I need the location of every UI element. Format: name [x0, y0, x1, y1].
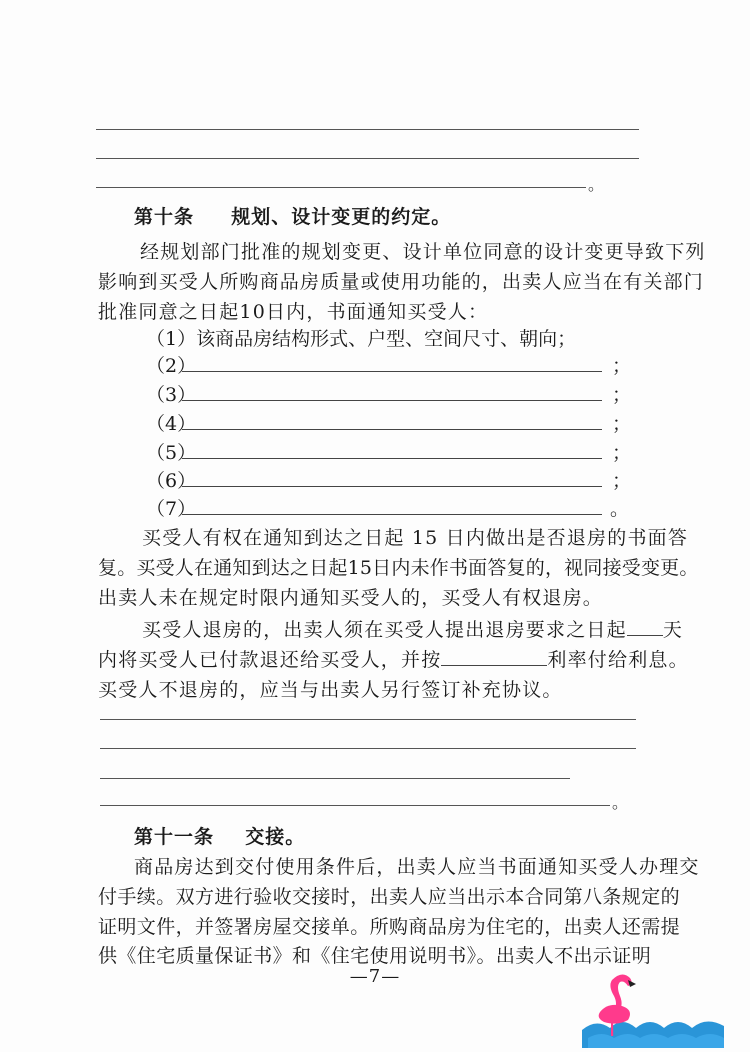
interest-rate-blank — [441, 648, 547, 666]
list-item — [146, 494, 630, 521]
blank-rule — [100, 805, 610, 806]
section-11-number: 第十一条 — [134, 826, 215, 848]
item-label: （4） — [146, 413, 197, 435]
days-blank — [627, 618, 663, 636]
paragraph-line: 出卖人未在规定时限内通知买受人的，买受人有权退房。 — [98, 587, 604, 609]
paragraph-line: 影响到买受人所购商品房质量或使用功能的，出卖人应当在有关部门 — [98, 271, 705, 293]
list-item — [146, 324, 576, 351]
section-10-title: 规划、设计变更的约定。 — [231, 206, 452, 228]
section-10-number: 第十条 — [134, 206, 195, 228]
item-end-mark: ； — [612, 470, 632, 492]
paragraph-line: 经规划部门批准的规划变更、设计单位同意的设计变更导致下列 — [140, 241, 706, 263]
rule-end-mark: 。 — [612, 793, 629, 812]
text-run: 内将买受人已付款退还给买受人，并按 — [98, 649, 442, 671]
section-10-heading — [134, 202, 451, 229]
list-item — [146, 351, 632, 378]
blank-rule — [100, 748, 636, 749]
item-end-mark: ； — [612, 442, 632, 464]
list-item — [146, 409, 632, 436]
item-text: 该商品房结构形式、户型、空间尺寸、朝向； — [196, 328, 577, 350]
blank-rule — [100, 778, 570, 779]
item-blank — [182, 458, 602, 459]
page-number: —7— — [349, 966, 401, 987]
item-label: （7） — [146, 498, 197, 520]
item-end-mark: 。 — [610, 498, 630, 520]
item-end-mark: ； — [612, 355, 632, 377]
paragraph-line: 付手续。双方进行验收交接时，出卖人应当出示本合同第八条规定的 — [98, 886, 681, 908]
paragraph-line — [142, 615, 683, 642]
paragraph-line: 买受人不退房的，应当与出卖人另行签订补充协议。 — [98, 679, 563, 701]
item-blank — [182, 486, 602, 487]
paragraph-line: 证明文件，并签署房屋交接单。所购商品房为住宅的，出卖人还需提 — [98, 916, 681, 938]
item-blank — [182, 400, 602, 401]
rule-end-mark: 。 — [588, 175, 605, 194]
blank-rule — [96, 187, 586, 188]
item-end-mark: ； — [612, 384, 632, 406]
item-blank — [182, 514, 602, 515]
section-11-title: 交接。 — [245, 826, 306, 848]
flamingo-logo-icon — [578, 968, 728, 1048]
item-label: （1） — [146, 328, 197, 350]
paragraph-line: 供《住宅质量保证书》和《住宅使用说明书》。出卖人不出示证明 — [98, 945, 652, 967]
paragraph-line — [98, 645, 689, 672]
blank-rule — [96, 158, 639, 159]
item-label: （5） — [146, 442, 197, 464]
list-item — [146, 438, 632, 465]
item-blank — [182, 429, 602, 430]
item-blank — [182, 371, 602, 372]
item-end-mark: ； — [612, 413, 632, 435]
list-item — [146, 380, 632, 407]
item-label: （6） — [146, 470, 197, 492]
blank-rule — [96, 129, 639, 130]
paragraph-line: 商品房达到交付使用条件后，出卖人应当书面通知买受人办理交 — [134, 856, 700, 878]
paragraph-line: 批准同意之日起10日内，书面通知买受人： — [98, 301, 489, 323]
text-run: 利率付给利息。 — [547, 649, 689, 671]
text-run: 买受人退房的，出卖人须在买受人提出退房要求之日起 — [142, 619, 627, 641]
text-run: 天 — [662, 619, 684, 641]
list-item — [146, 466, 632, 493]
item-label: （2） — [146, 355, 197, 377]
blank-rule — [100, 719, 636, 720]
paragraph-line: 买受人有权在通知到达之日起 15 日内做出是否退房的书面答 — [142, 527, 689, 549]
section-11-heading — [134, 822, 305, 849]
paragraph-line: 复。买受人在通知到达之日起15日内未作书面答复的，视同接受变更。 — [98, 557, 699, 579]
item-label: （3） — [146, 384, 197, 406]
